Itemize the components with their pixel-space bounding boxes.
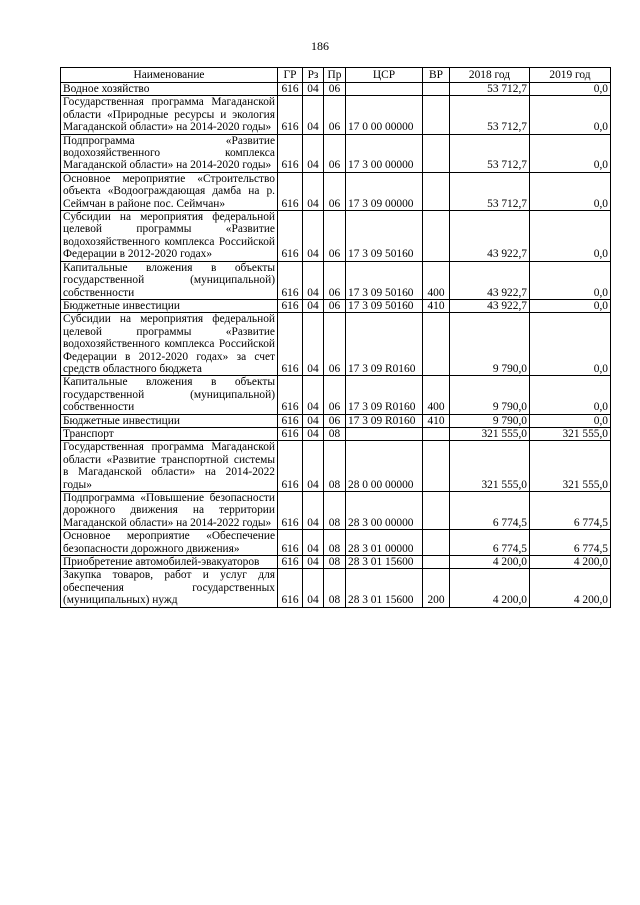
- cell-rz: 04: [303, 441, 324, 492]
- cell-csr: 17 0 00 00000: [346, 96, 423, 134]
- cell-gr: 616: [278, 556, 303, 569]
- cell-rz: 04: [303, 313, 324, 376]
- cell-2018: 43 922,7: [450, 261, 530, 299]
- table-body: [61, 83, 611, 608]
- cell-2018: 321 555,0: [450, 441, 530, 492]
- cell-name: Подпрограмма «Повышение безопасности дорожного движения на территории Магаданской области» на 2014-2022 годы»: [61, 492, 278, 530]
- cell-pr: 06: [324, 172, 346, 210]
- cell-2018: 53 712,7: [450, 172, 530, 210]
- cell-vr: [423, 172, 450, 210]
- cell-vr: [423, 134, 450, 172]
- cell-rz: 04: [303, 569, 324, 607]
- cell-name: Водное хозяйство: [61, 83, 278, 96]
- header-2018: 2018 год: [450, 68, 530, 83]
- cell-rz: 04: [303, 299, 324, 312]
- cell-rz: 04: [303, 530, 324, 556]
- cell-vr: [423, 96, 450, 134]
- cell-2018: 6 774,5: [450, 530, 530, 556]
- cell-gr: 616: [278, 211, 303, 262]
- cell-gr: 616: [278, 441, 303, 492]
- header-csr: ЦСР: [346, 68, 423, 83]
- table-row: [61, 299, 611, 312]
- table-row: [61, 134, 611, 172]
- cell-pr: 08: [324, 441, 346, 492]
- table-row: [61, 556, 611, 569]
- cell-2018: 9 790,0: [450, 313, 530, 376]
- cell-csr: 28 3 00 00000: [346, 492, 423, 530]
- cell-vr: 410: [423, 299, 450, 312]
- cell-pr: 06: [324, 134, 346, 172]
- cell-2019: 6 774,5: [530, 492, 611, 530]
- cell-name: Закупка товаров, работ и услуг для обеспечения государственных (муниципальных) нужд: [61, 569, 278, 607]
- page-number: 186: [311, 39, 329, 53]
- cell-csr: 17 3 09 00000: [346, 172, 423, 210]
- cell-vr: [423, 427, 450, 440]
- cell-gr: 616: [278, 134, 303, 172]
- cell-gr: 616: [278, 313, 303, 376]
- cell-vr: [423, 83, 450, 96]
- cell-gr: 616: [278, 530, 303, 556]
- cell-csr: 17 3 09 50160: [346, 211, 423, 262]
- cell-2019: 0,0: [530, 299, 611, 312]
- cell-name: Государственная программа Магаданской области «Природные ресурсы и экология Магаданской области» на 2014-2020 годы»: [61, 96, 278, 134]
- header-vr: ВР: [423, 68, 450, 83]
- cell-name: Бюджетные инвестиции: [61, 414, 278, 427]
- cell-rz: 04: [303, 427, 324, 440]
- cell-2019: 0,0: [530, 376, 611, 414]
- cell-gr: 616: [278, 414, 303, 427]
- cell-vr: [423, 313, 450, 376]
- cell-pr: 08: [324, 556, 346, 569]
- cell-vr: [423, 556, 450, 569]
- cell-2019: 0,0: [530, 172, 611, 210]
- cell-pr: 06: [324, 211, 346, 262]
- cell-pr: 08: [324, 569, 346, 607]
- cell-gr: 616: [278, 492, 303, 530]
- budget-table: [60, 67, 611, 608]
- table-row: [61, 83, 611, 96]
- cell-csr: 17 3 09 50160: [346, 299, 423, 312]
- cell-name: Подпрограмма «Развитие водохозяйственного комплекса Магаданской области» на 2014-2020 годы»: [61, 134, 278, 172]
- cell-2018: 53 712,7: [450, 83, 530, 96]
- cell-vr: 400: [423, 376, 450, 414]
- header-gr: ГР: [278, 68, 303, 83]
- table-row: [61, 427, 611, 440]
- cell-rz: 04: [303, 492, 324, 530]
- cell-2019: 0,0: [530, 96, 611, 134]
- cell-name: Транспорт: [61, 427, 278, 440]
- cell-csr: [346, 427, 423, 440]
- table-row: [61, 172, 611, 210]
- cell-vr: [423, 492, 450, 530]
- cell-gr: 616: [278, 96, 303, 134]
- cell-rz: 04: [303, 172, 324, 210]
- cell-csr: 17 3 00 00000: [346, 134, 423, 172]
- cell-rz: 04: [303, 96, 324, 134]
- cell-2019: 0,0: [530, 134, 611, 172]
- cell-rz: 04: [303, 134, 324, 172]
- cell-csr: [346, 83, 423, 96]
- cell-name: Государственная программа Магаданской области «Развитие транспортной системы в Магаданской области» на 2014-2022 годы»: [61, 441, 278, 492]
- cell-name: Субсидии на мероприятия федеральной целевой программы «Развитие водохозяйственного комплекса Российской Федерации в 2012-2020 годах»: [61, 211, 278, 262]
- cell-2019: 4 200,0: [530, 556, 611, 569]
- cell-2019: 0,0: [530, 313, 611, 376]
- cell-2019: 0,0: [530, 211, 611, 262]
- table-row: [61, 414, 611, 427]
- cell-csr: 17 3 09 50160: [346, 261, 423, 299]
- cell-rz: 04: [303, 556, 324, 569]
- header-rz: Рз: [303, 68, 324, 83]
- cell-vr: 400: [423, 261, 450, 299]
- table-row: [61, 492, 611, 530]
- cell-2019: 321 555,0: [530, 441, 611, 492]
- cell-2018: 43 922,7: [450, 211, 530, 262]
- cell-gr: 616: [278, 376, 303, 414]
- cell-pr: 06: [324, 96, 346, 134]
- cell-gr: 616: [278, 569, 303, 607]
- cell-2018: 53 712,7: [450, 134, 530, 172]
- table-row: [61, 569, 611, 607]
- cell-csr: 28 0 00 00000: [346, 441, 423, 492]
- cell-pr: 06: [324, 83, 346, 96]
- cell-2018: 53 712,7: [450, 96, 530, 134]
- cell-rz: 04: [303, 211, 324, 262]
- cell-2019: 4 200,0: [530, 569, 611, 607]
- cell-vr: 410: [423, 414, 450, 427]
- cell-name: Бюджетные инвестиции: [61, 299, 278, 312]
- table-row: [61, 313, 611, 376]
- cell-pr: 06: [324, 376, 346, 414]
- cell-pr: 06: [324, 299, 346, 312]
- cell-rz: 04: [303, 83, 324, 96]
- table-row: [61, 376, 611, 414]
- cell-csr: 28 3 01 15600: [346, 556, 423, 569]
- cell-name: Капитальные вложения в объекты государственной (муниципальной) собственности: [61, 261, 278, 299]
- cell-rz: 04: [303, 376, 324, 414]
- cell-vr: [423, 530, 450, 556]
- cell-2019: 0,0: [530, 414, 611, 427]
- cell-name: Приобретение автомобилей-эвакуаторов: [61, 556, 278, 569]
- cell-gr: 616: [278, 83, 303, 96]
- cell-gr: 616: [278, 427, 303, 440]
- cell-gr: 616: [278, 172, 303, 210]
- cell-rz: 04: [303, 261, 324, 299]
- cell-vr: [423, 211, 450, 262]
- cell-2018: 4 200,0: [450, 569, 530, 607]
- header-name: Наименование: [61, 68, 278, 83]
- cell-2019: 0,0: [530, 261, 611, 299]
- cell-pr: 08: [324, 492, 346, 530]
- table-row: [61, 211, 611, 262]
- cell-name: Капитальные вложения в объекты государственной (муниципальной) собственности: [61, 376, 278, 414]
- table-row: [61, 96, 611, 134]
- cell-csr: 17 3 09 R0160: [346, 414, 423, 427]
- cell-pr: 06: [324, 261, 346, 299]
- table-row: [61, 441, 611, 492]
- header-2019: 2019 год: [530, 68, 611, 83]
- header-row: [61, 68, 611, 83]
- cell-name: Основное мероприятие «Строительство объекта «Водоограждающая дамба на р. Сеймчан в районе пос. Сеймчан»: [61, 172, 278, 210]
- cell-pr: 08: [324, 530, 346, 556]
- cell-2018: 9 790,0: [450, 414, 530, 427]
- table-row: [61, 261, 611, 299]
- cell-2019: 0,0: [530, 83, 611, 96]
- cell-2019: 6 774,5: [530, 530, 611, 556]
- cell-rz: 04: [303, 414, 324, 427]
- table-row: [61, 530, 611, 556]
- cell-2018: 321 555,0: [450, 427, 530, 440]
- cell-gr: 616: [278, 299, 303, 312]
- cell-csr: 17 3 09 R0160: [346, 313, 423, 376]
- cell-name: Основное мероприятие «Обеспечение безопасности дорожного движения»: [61, 530, 278, 556]
- cell-2018: 4 200,0: [450, 556, 530, 569]
- cell-vr: [423, 441, 450, 492]
- cell-2019: 321 555,0: [530, 427, 611, 440]
- cell-csr: 28 3 01 00000: [346, 530, 423, 556]
- cell-2018: 43 922,7: [450, 299, 530, 312]
- cell-gr: 616: [278, 261, 303, 299]
- cell-pr: 08: [324, 427, 346, 440]
- cell-2018: 6 774,5: [450, 492, 530, 530]
- header-pr: Пр: [324, 68, 346, 83]
- cell-pr: 06: [324, 414, 346, 427]
- cell-name: Субсидии на мероприятия федеральной целевой программы «Развитие водохозяйственного комплекса Российской Федерации в 2012-2020 годах» за счет средств областного бюджета: [61, 313, 278, 376]
- cell-2018: 9 790,0: [450, 376, 530, 414]
- cell-csr: 28 3 01 15600: [346, 569, 423, 607]
- cell-vr: 200: [423, 569, 450, 607]
- cell-csr: 17 3 09 R0160: [346, 376, 423, 414]
- cell-pr: 06: [324, 313, 346, 376]
